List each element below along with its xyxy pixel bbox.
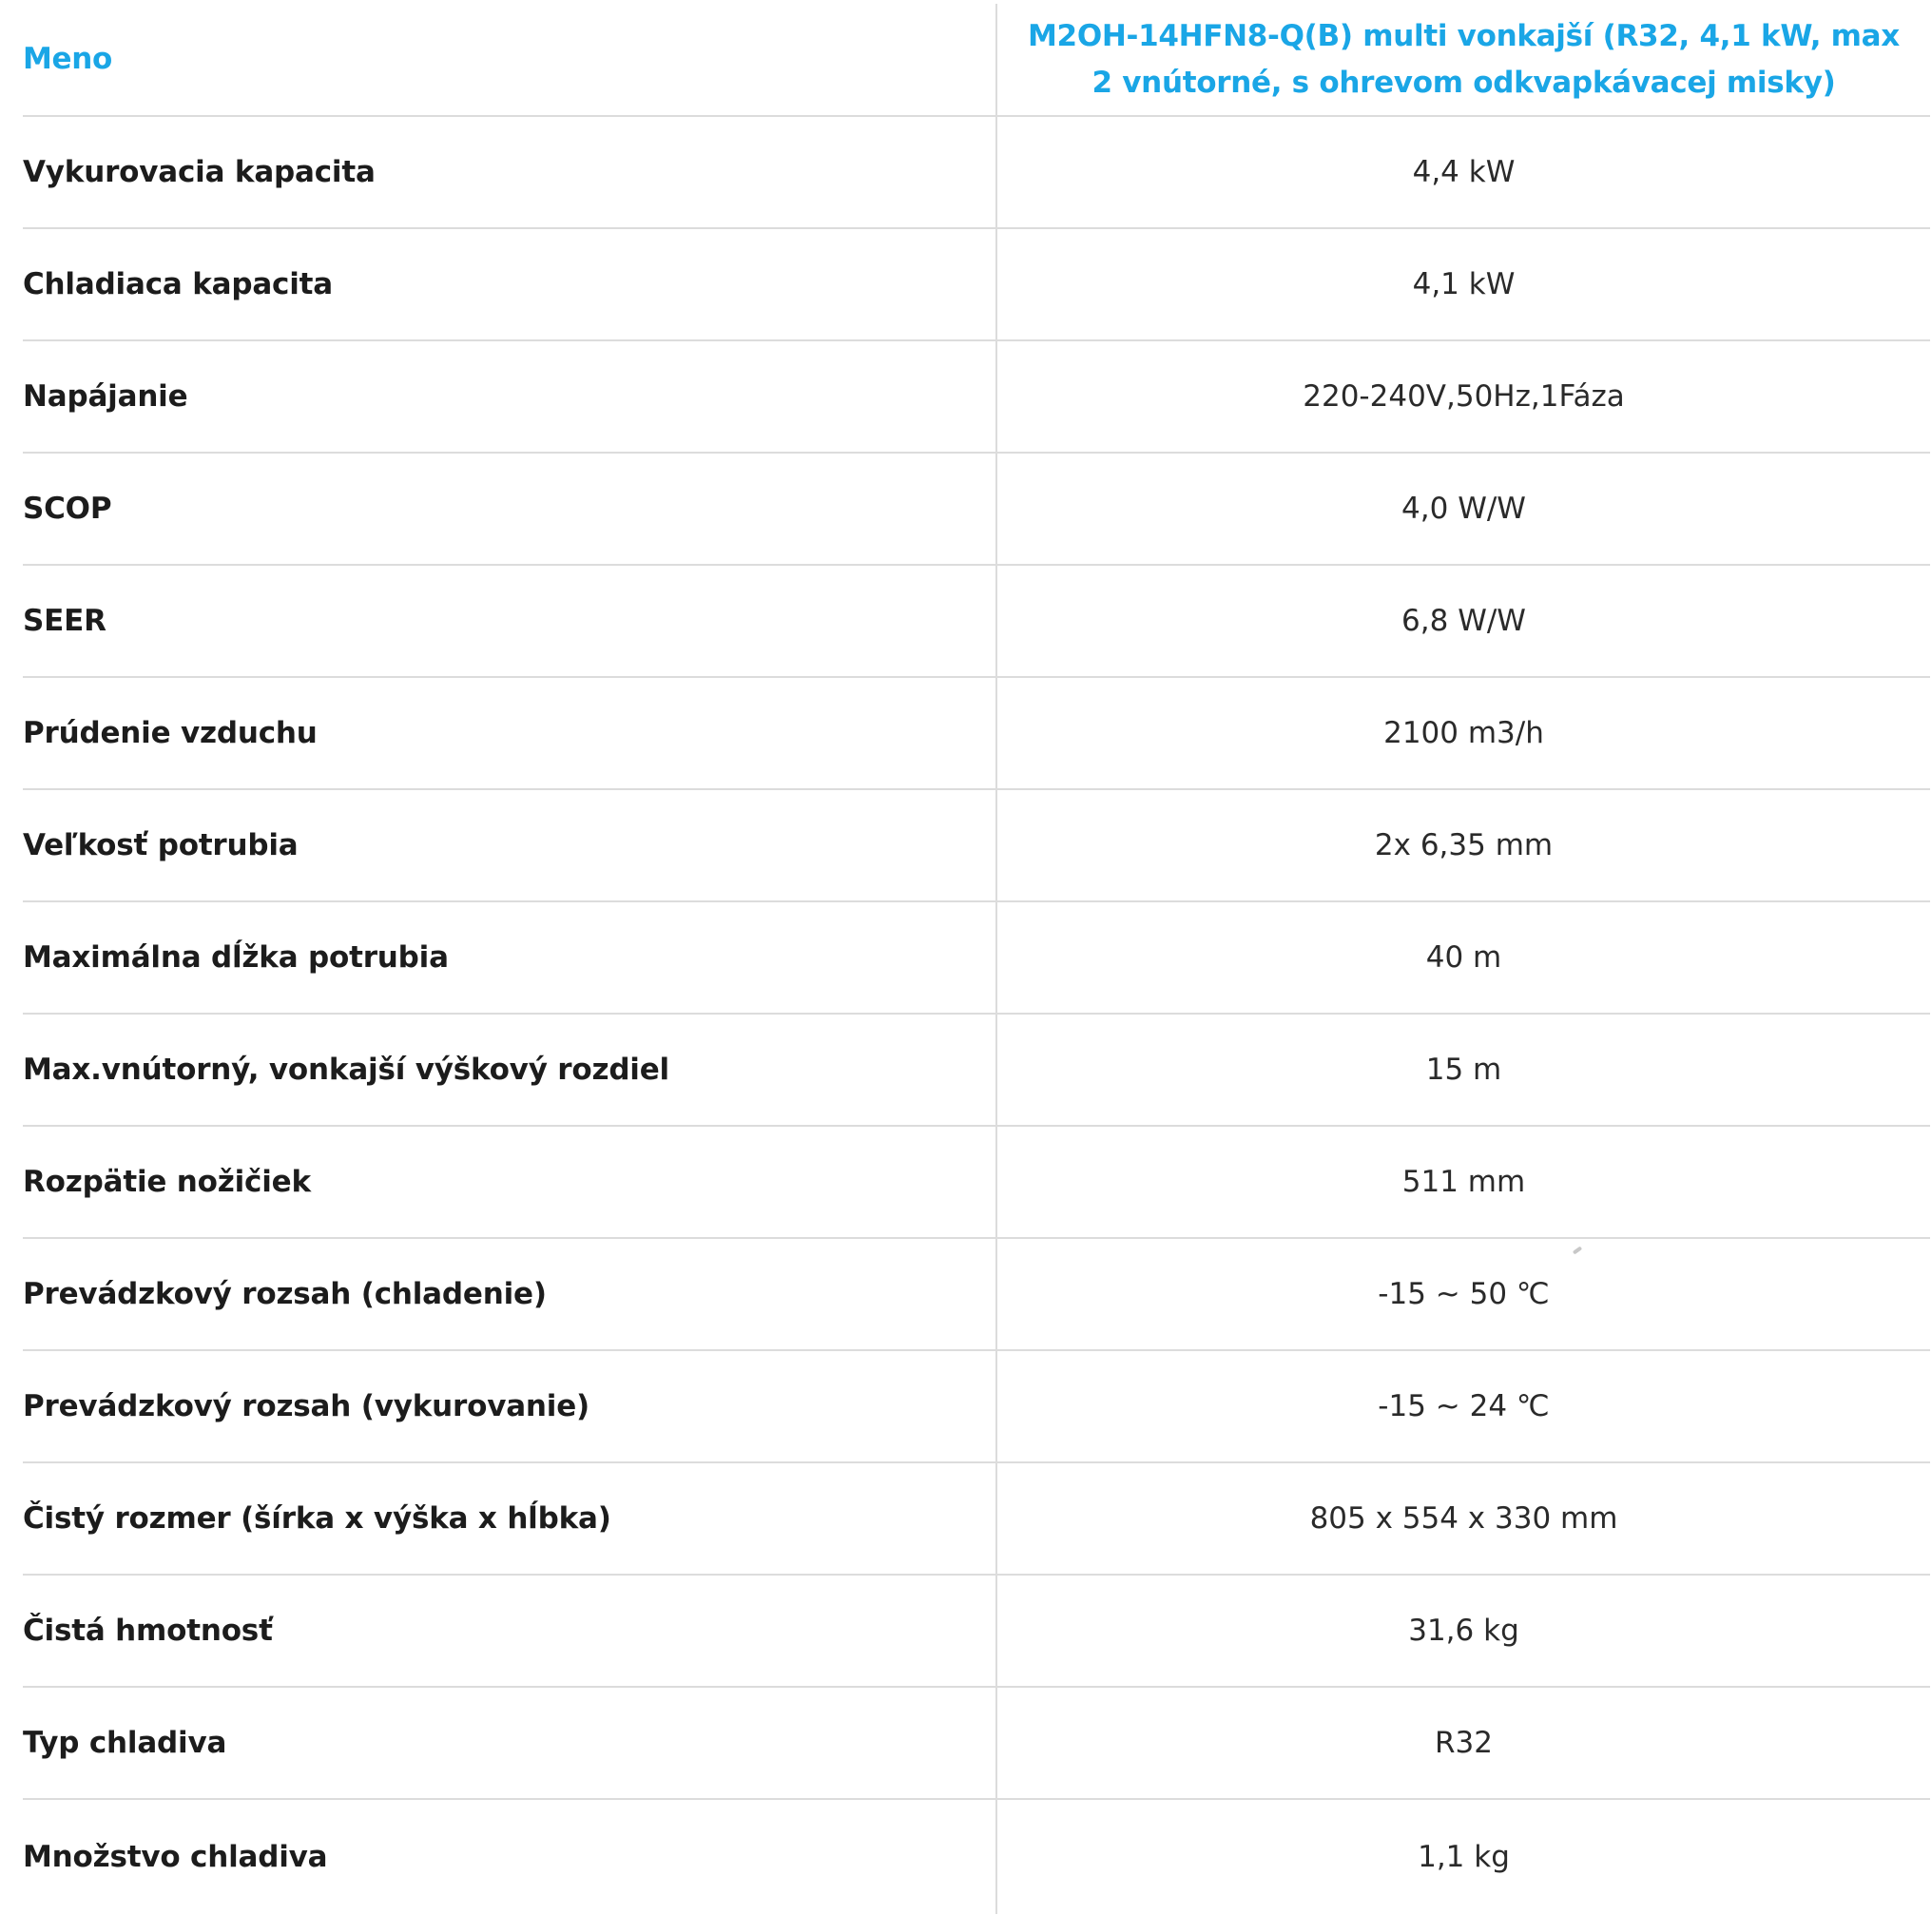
spec-value: 15 m	[996, 1014, 1930, 1126]
spec-label: Prevádzkový rozsah (chladenie)	[23, 1238, 996, 1350]
spec-label: Množstvo chladiva	[23, 1799, 996, 1914]
table-row	[23, 677, 1930, 789]
table-row	[23, 1687, 1930, 1799]
spec-label: Prevádzkový rozsah (vykurovanie)	[23, 1350, 996, 1462]
table-row	[23, 901, 1930, 1014]
table-row	[23, 1126, 1930, 1238]
spec-value: 2x 6,35 mm	[996, 789, 1930, 901]
header-name-label: Meno	[23, 4, 996, 116]
spec-label: Typ chladiva	[23, 1687, 996, 1799]
spec-value: 40 m	[996, 901, 1930, 1014]
table-row	[23, 1238, 1930, 1350]
spec-value: 4,1 kW	[996, 228, 1930, 340]
spec-value: 805 x 554 x 330 mm	[996, 1462, 1930, 1575]
spec-value: 220-240V,50Hz,1Fáza	[996, 340, 1930, 453]
table-row	[23, 116, 1930, 228]
spec-value: R32	[996, 1687, 1930, 1799]
spec-label: SEER	[23, 565, 996, 677]
table-row	[23, 453, 1930, 565]
spec-label: Prúdenie vzduchu	[23, 677, 996, 789]
spec-label: Veľkosť potrubia	[23, 789, 996, 901]
spec-label: Čistý rozmer (šírka x výška x hĺbka)	[23, 1462, 996, 1575]
table-row	[23, 789, 1930, 901]
spec-label: Max.vnútorný, vonkajší výškový rozdiel	[23, 1014, 996, 1126]
table-body	[23, 116, 1930, 1914]
spec-value: 511 mm	[996, 1126, 1930, 1238]
spec-label: Vykurovacia kapacita	[23, 116, 996, 228]
spec-value: 1,1 kg	[1418, 1840, 1510, 1874]
spec-label: Čistá hmotnosť	[23, 1575, 996, 1687]
header-product-title: M2OH-14HFN8-Q(B) multi vonkajší (R32, 4,1 kW, max 2 vnútorné, s ohrevom odkvapkávacej misky)	[996, 4, 1930, 116]
spec-value: 4,4 kW	[996, 116, 1930, 228]
table-row	[23, 1014, 1930, 1126]
table-row	[23, 565, 1930, 677]
spec-value: 4,0 W/W	[996, 453, 1930, 565]
table-row	[23, 1350, 1930, 1462]
table-row	[23, 340, 1930, 453]
spec-table	[23, 4, 1930, 1914]
spec-value: 2100 m3/h	[996, 677, 1930, 789]
spec-value: -15 ~ 24 ℃	[996, 1350, 1930, 1462]
spec-label: Rozpätie nožičiek	[23, 1126, 996, 1238]
spec-value: -15 ~ 50 ℃	[996, 1238, 1930, 1350]
spec-label: Napájanie	[23, 340, 996, 453]
table-row	[23, 1575, 1930, 1687]
table-row	[23, 1462, 1930, 1575]
spec-value: 6,8 W/W	[996, 565, 1930, 677]
table-header-row	[23, 4, 1930, 116]
table-row	[23, 228, 1930, 340]
spec-label: SCOP	[23, 453, 996, 565]
spec-value: 31,6 kg	[996, 1575, 1930, 1687]
table-row	[23, 1799, 1930, 1914]
spec-label: Maximálna dĺžka potrubia	[23, 901, 996, 1014]
spec-label: Chladiaca kapacita	[23, 228, 996, 340]
